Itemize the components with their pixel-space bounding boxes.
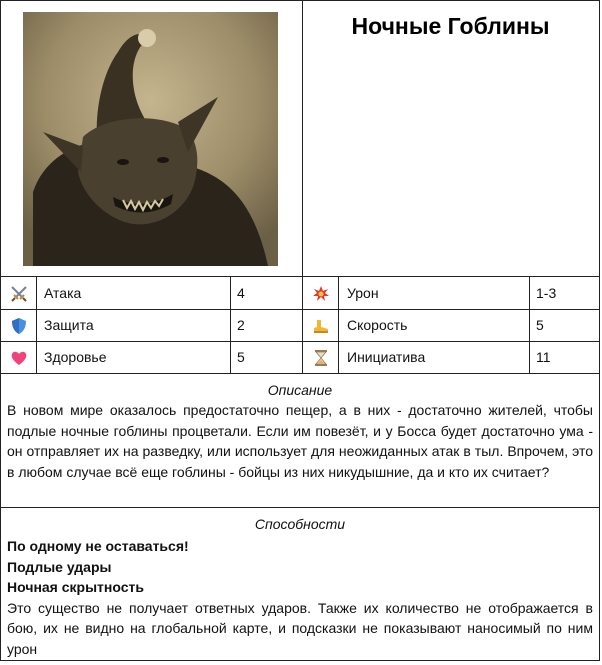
crossed-swords-icon: [1, 277, 37, 309]
ability-name: Ночная скрытность: [7, 579, 144, 595]
stat-value-attack: 4: [231, 277, 303, 309]
shield-icon: [1, 309, 37, 341]
stat-label-health: Здоровье: [37, 341, 231, 373]
ability-description: Это существо не получает ответных ударов. Также их количество не отображается в бою, их не видно на глобальной карте, и подсказки не показывают наносимый по ним урон: [7, 599, 593, 657]
goblin-portrait: [23, 12, 278, 266]
stats-row: [1, 309, 599, 342]
stat-value-speed: 5: [536, 317, 544, 333]
stat-value-health: 5: [231, 341, 303, 373]
abilities-heading: Способности: [254, 516, 346, 532]
stats-table: [1, 277, 599, 374]
boot-icon: [303, 309, 339, 341]
stat-value-damage: 1-3: [536, 285, 557, 301]
ability-name: Подлые удары: [7, 558, 112, 575]
stat-value-defense: 2: [231, 309, 303, 341]
abilities-section: [1, 509, 599, 661]
card-header: [1, 1, 599, 277]
creature-title: Ночные Гоблины: [351, 13, 550, 39]
explosion-icon: [303, 277, 339, 309]
title-cell: [302, 1, 599, 276]
portrait-cell: [1, 1, 303, 276]
heart-icon: [1, 341, 37, 373]
description-text: В новом мире оказалось предостаточно пещер, а в них - достаточно жителей, чтобы подлые ночные гоблины процветали. Если им повезёт, и у Босса будет достаточно ума - он отправляет их на разведку, или использует для неожиданных атак в тыл. Впрочем, это в любом случае всё еще гоблины - бойцы из них никудышние, да и кто их считает?: [7, 402, 593, 480]
stats-row: [1, 277, 599, 310]
stat-value-initiative: 11: [536, 349, 551, 365]
stat-label-defense: Защита: [37, 309, 231, 341]
description-section: [1, 374, 599, 508]
stat-label-attack: Атака: [37, 277, 231, 309]
description-heading: Описание: [267, 382, 333, 398]
hourglass-icon: [303, 341, 339, 373]
stats-row: [1, 341, 599, 373]
ability-name: По одному не оставаться!: [7, 538, 189, 554]
stat-label-initiative: Инициатива: [339, 341, 530, 373]
stat-label-damage: Урон: [339, 277, 530, 309]
stat-label-speed: Скорость: [339, 309, 530, 341]
